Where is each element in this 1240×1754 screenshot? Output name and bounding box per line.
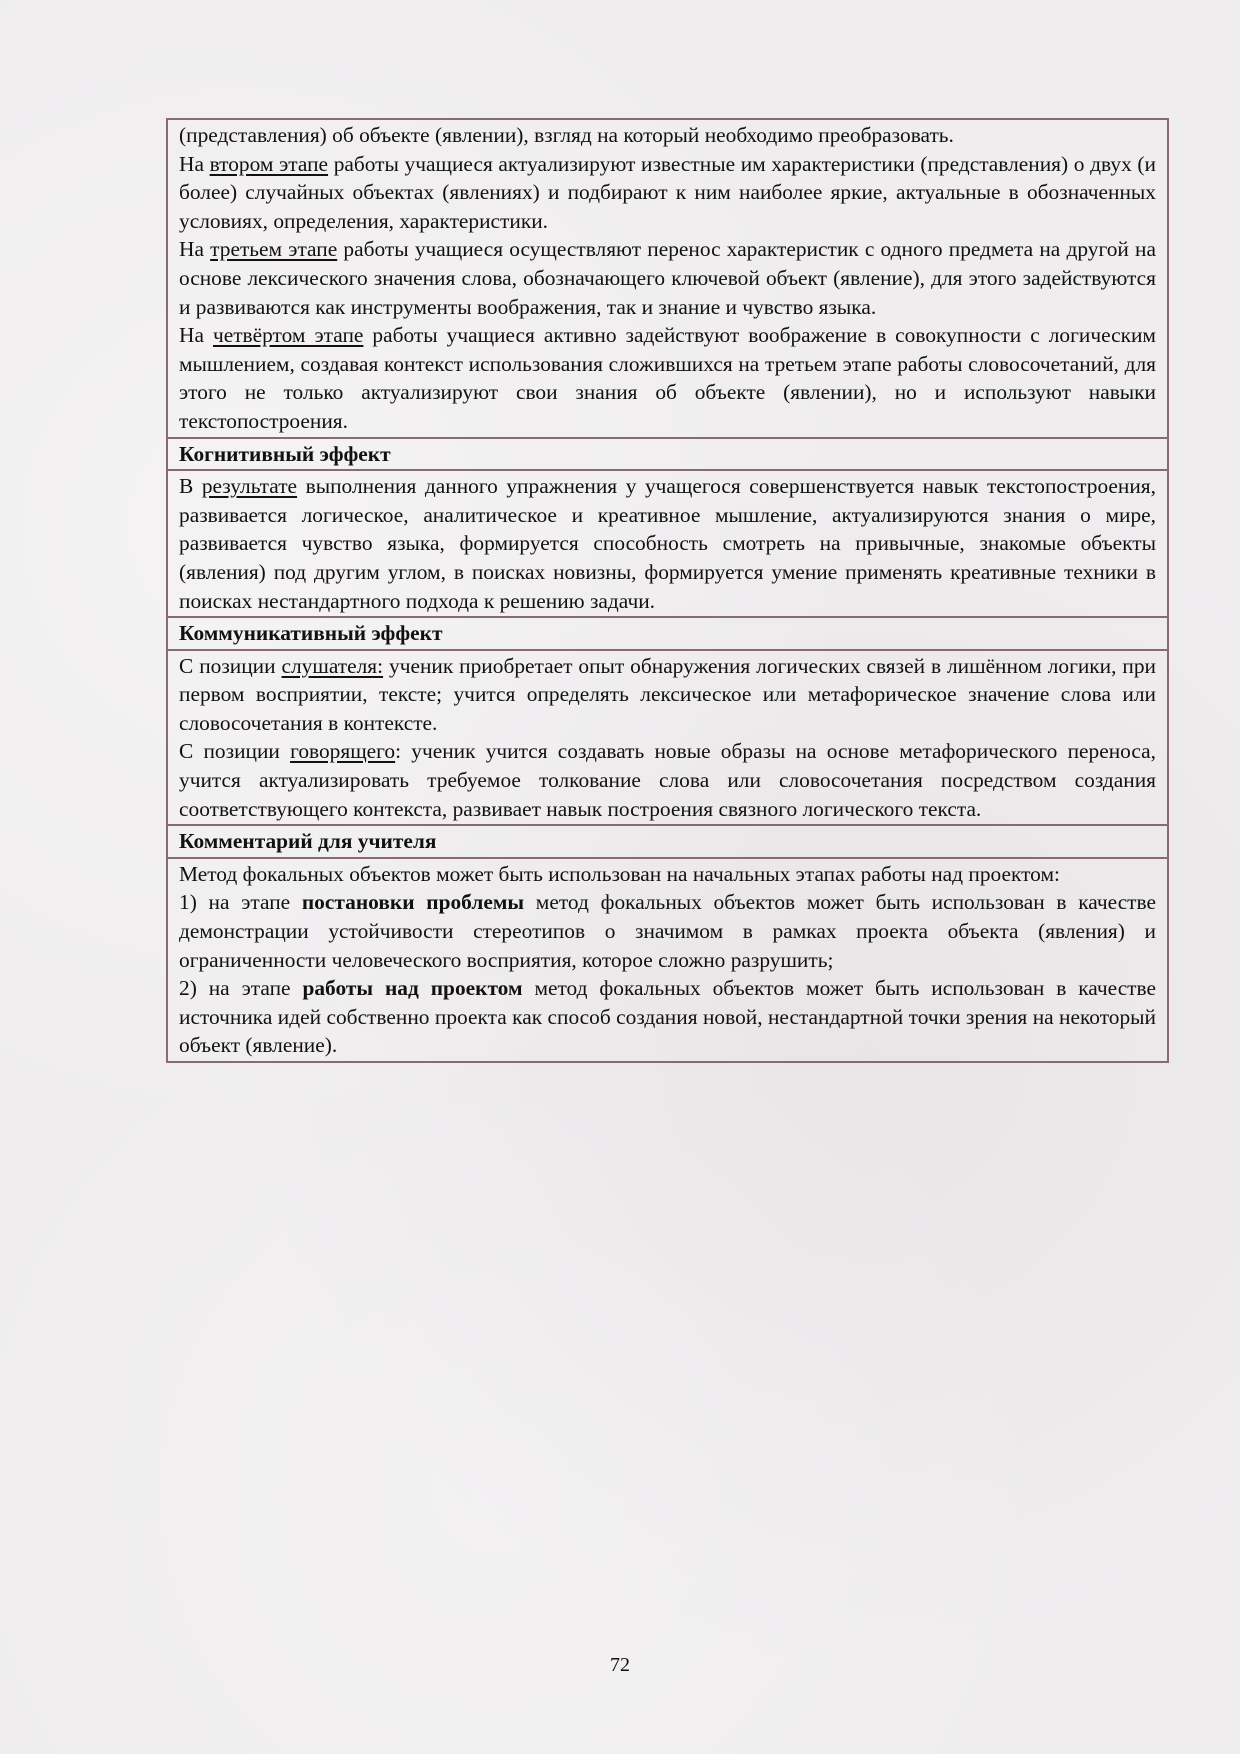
bold-term: постановки проблемы	[301, 890, 525, 915]
teacher-comment-cell	[167, 858, 1168, 1062]
section-heading-cognitive: Когнитивный эффект	[167, 438, 1168, 471]
underlined-term: третьем этапе	[210, 237, 338, 262]
text-segment: 1) на этапе	[179, 890, 302, 915]
text-segment: (представления) об объекте (явлении), взгляд на который необходимо преобразовать.	[179, 123, 954, 147]
text-segment: На	[179, 323, 213, 348]
text-segment: метод фокальных объектов может быть использован в качестве демонстрации устойчивости стереотипов о значимом в рамках проекта объекта (явления) и ограниченности человеческого восприятия, которое сложно разрушить;	[179, 890, 1157, 972]
communicative-effect-cell	[167, 650, 1168, 826]
page-number: 72	[610, 1654, 630, 1676]
text-segment: С позиции	[179, 653, 282, 678]
paragraph	[179, 472, 1156, 615]
text-segment: 2) на этапе	[179, 976, 303, 1001]
underlined-term: четвёртом этапе	[212, 323, 364, 348]
table-row	[167, 438, 1168, 471]
underlined-term: втором этапе	[209, 151, 329, 176]
text-segment: работы учащиеся актуализируют известные им характеристики (представления) о двух (и более) случайных объектах (явлениях) и подбирают к ним наиболее яркие, актуальные в обозначенных условиях, определения, характеристики.	[179, 151, 1156, 233]
text-segment: В	[179, 474, 202, 499]
underlined-term: слушателя:	[281, 653, 384, 678]
cognitive-effect-cell	[167, 470, 1168, 617]
stages-cell	[167, 119, 1168, 438]
paragraph	[179, 737, 1156, 823]
paragraph	[179, 321, 1156, 435]
table-row	[167, 858, 1168, 1062]
paragraph	[179, 974, 1156, 1060]
text-segment: работы учащиеся осуществляют перенос характеристик с одного предмета на другой на основе лексического значения слова, обозначающего ключевой объект (явление), для этого задействуются и развиваются как инструменты воображения, так и знание и чувство языка.	[179, 237, 1156, 319]
text-segment: На	[179, 237, 211, 262]
paragraph	[179, 860, 1156, 889]
paragraph	[179, 235, 1156, 321]
paragraph	[179, 150, 1156, 236]
text-segment: выполнения данного упражнения у учащегося совершенствуется навык текстопостроения, развивается логическое, аналитическое и креативное мышление, актуализируются знания о мире, развивается чувство языка, формируется способность смотреть на привычные, знакомые объекты (явления) под другим углом, в поисках новизны, формируется умение применять креативные техники в поисках нестандартного подхода к решению задачи.	[179, 474, 1156, 613]
table-row	[167, 470, 1168, 617]
table-row	[167, 650, 1168, 826]
underlined-term: результате	[201, 474, 298, 499]
paragraph	[179, 888, 1156, 974]
text-segment: метод фокальных объектов может быть использован в качестве источника идей собственно проекта как способ создания новой, нестандартной точки зрения на некоторый объект (явление).	[179, 976, 1156, 1058]
content-table	[166, 118, 1169, 1063]
paragraph	[179, 121, 1156, 150]
section-heading-communicative: Коммуникативный эффект	[167, 617, 1168, 650]
text-segment: работы учащиеся активно задействуют воображение в совокупности с логическим мышлением, создавая контекст использования сложившихся на третьем этапе работы словосочетаний, для этого не только актуализируют свои знания об объекте (явлении), но и используют навыки текстопостроения.	[179, 323, 1156, 433]
text-segment: Метод фокальных объектов может быть использован на начальных этапах работы над проектом:	[179, 861, 1060, 886]
section-heading-teacher-comment: Комментарий для учителя	[167, 825, 1168, 858]
bold-term: работы над проектом	[302, 976, 523, 1001]
paragraph	[179, 652, 1156, 738]
text-segment: : ученик учится создавать новые образы на основе метафорического переноса, учится актуализировать требуемое толкование слова или словосочетания посредством создания соответствующего контекста, развивает навык построения связного логического текста.	[179, 739, 1156, 821]
text-segment: С позиции	[179, 739, 291, 764]
underlined-term: говорящего	[290, 739, 396, 764]
table-row	[167, 825, 1168, 858]
table-row	[167, 617, 1168, 650]
table-row	[167, 119, 1168, 438]
text-segment: На	[179, 151, 210, 176]
text-segment: ученик приобретает опыт обнаружения логических связей в лишённом логики, при первом восприятии, тексте; учится определять лексическое или метафорическое значение слова или словосочетания в контексте.	[179, 653, 1156, 735]
